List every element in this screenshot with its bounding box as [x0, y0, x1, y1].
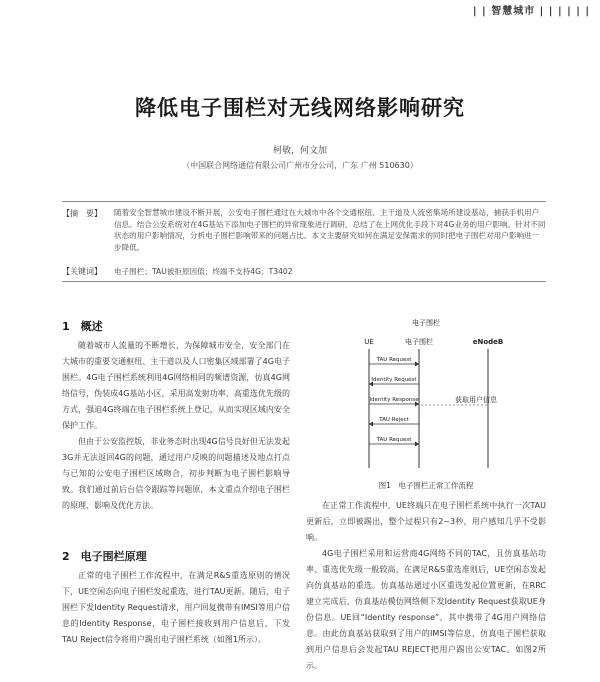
right-paragraph: 4G电子围栏采用和运营商4G网络不同的TAC，且仿真基站功率、重选优先级一般较高，在满足R&S重选准则后，UE空闲态发起向仿真基站的重选。仿真基站通过小区重选发起位置更新，在RRC建立完成后，仿真基站模仿网络侧下发Identity Request获取UE身份信息。UE回“Identity response”，其中携带了4G用户网络信息。由此仿真基站获取到了用户的IMSI等信息，仿真电子围栏获取到用户信息后会发起TAU REJECT把用户踢出公安TAC。如图2所示。 [306, 549, 546, 670]
paper-affiliation: （中国联合网络通信有限公司广州市分公司，广东 广州 510630） [182, 161, 418, 170]
message-label: TAU Request [376, 437, 412, 443]
paper-title: 降低电子围栏对无线网络影响研究 [135, 96, 465, 120]
lifeline-label-enodeb: eNodeB [472, 338, 504, 346]
abstract-bottom-rule [62, 281, 546, 282]
keywords-label: 【关键词】 [62, 267, 102, 276]
figure-1-caption: 图1 电子围栏正常工作流程 [378, 481, 474, 490]
message-arrowhead [415, 442, 419, 447]
keywords-text: 电子围栏；TAU被拒原因值；终端不支持4G；T3402 [114, 267, 293, 276]
message-arrowhead [415, 362, 419, 367]
abstract-label: 【摘 要】 [62, 209, 102, 218]
abstract-top-rule [62, 201, 546, 202]
lifeline-label-fence: 电子围栏 [405, 338, 433, 346]
left-column [62, 318, 290, 514]
section-1-paragraph: 但由于公安监控版，非业务态时出现4G信号良好但无法发起3G并无法返回4G的问题，通过用户反映的问题描述及地点打点与已知的公安电子围栏区域吻合，初步判断为电子围栏影响导致。我们通过前后台信令跟踪等问题原，本文重点介绍电子围栏的原理、影响及优化方法。 [62, 437, 290, 510]
right-column [306, 498, 546, 674]
message-label: Identity Request [371, 377, 417, 383]
abstract-text: 随着安全智慧城市建设不断开展，公安电子围栏通过在大城市中各个交通枢纽、主干道及人流密集场所建设基站，捕获手机用户信息。结合公安系统对在4G基站下添加电子围栏的异常现象进行调研，总结了在上网优化手段下对4G业务的用户影响。针对不同状态的用户影响情况，分析电子围栏影响带来的问题占比。本文主要研究如何在满足安保需求的同时把电子围栏对用户影响进一步降低。 [114, 208, 546, 252]
section-1-paragraph: 随着城市人流量的不断增长，为保障城市安全，安全部门在大城市的重要交通枢纽、主干道以及人口密集区域部署了4G电子围栏。4G电子围栏系统利用4G网络相同的频谱资源，仿真4G网络信号，伪装成4G基站小区，采用高发射功率、高重选优先级的方式，强迫4G终端在电子围栏系统上登记，从而实现区域内安全保护工作。 [62, 341, 290, 430]
figure-side-label: 获取用户信息 [455, 396, 497, 404]
figure-top-title: 电子围栏 [412, 319, 440, 327]
message-arrowhead [369, 422, 373, 427]
figure-1-sequence-diagram [306, 316, 546, 476]
left-column-section-2 [62, 548, 290, 648]
message-label: TAU Reject [379, 417, 409, 423]
message-label: Identity Response [369, 397, 419, 403]
section-1-heading: 1 概述 [62, 320, 103, 333]
message-label: TAU Request [376, 357, 412, 363]
right-paragraph: 在正常工作流程中，UE终端只在电子围栏系统中执行一次TAU更新后，立即被踢出，整个过程只有2~3秒，用户感知几乎不受影响。 [306, 501, 546, 542]
journal-section-tag: | | 智慧城市 | | | | | | [472, 6, 590, 17]
section-2-paragraph: 正常的电子围栏工作流程中，在满足R&S重选原则的情况下，UE空闲态向电子围栏发起重选，进行TAU更新。随后，电子围栏下发Identity Request请求，用户回复携带有IMSI等用户信息的Identity Response，电子围栏接收到用户信息后，下发TAU Reject信令将用户踢出电子围栏系统（如图1所示）。 [62, 571, 290, 644]
section-2-heading: 2 电子围栏原理 [62, 550, 147, 563]
paper-authors: 柯敏，何文加 [272, 146, 327, 156]
lifeline-label-ue: UE [364, 338, 374, 346]
